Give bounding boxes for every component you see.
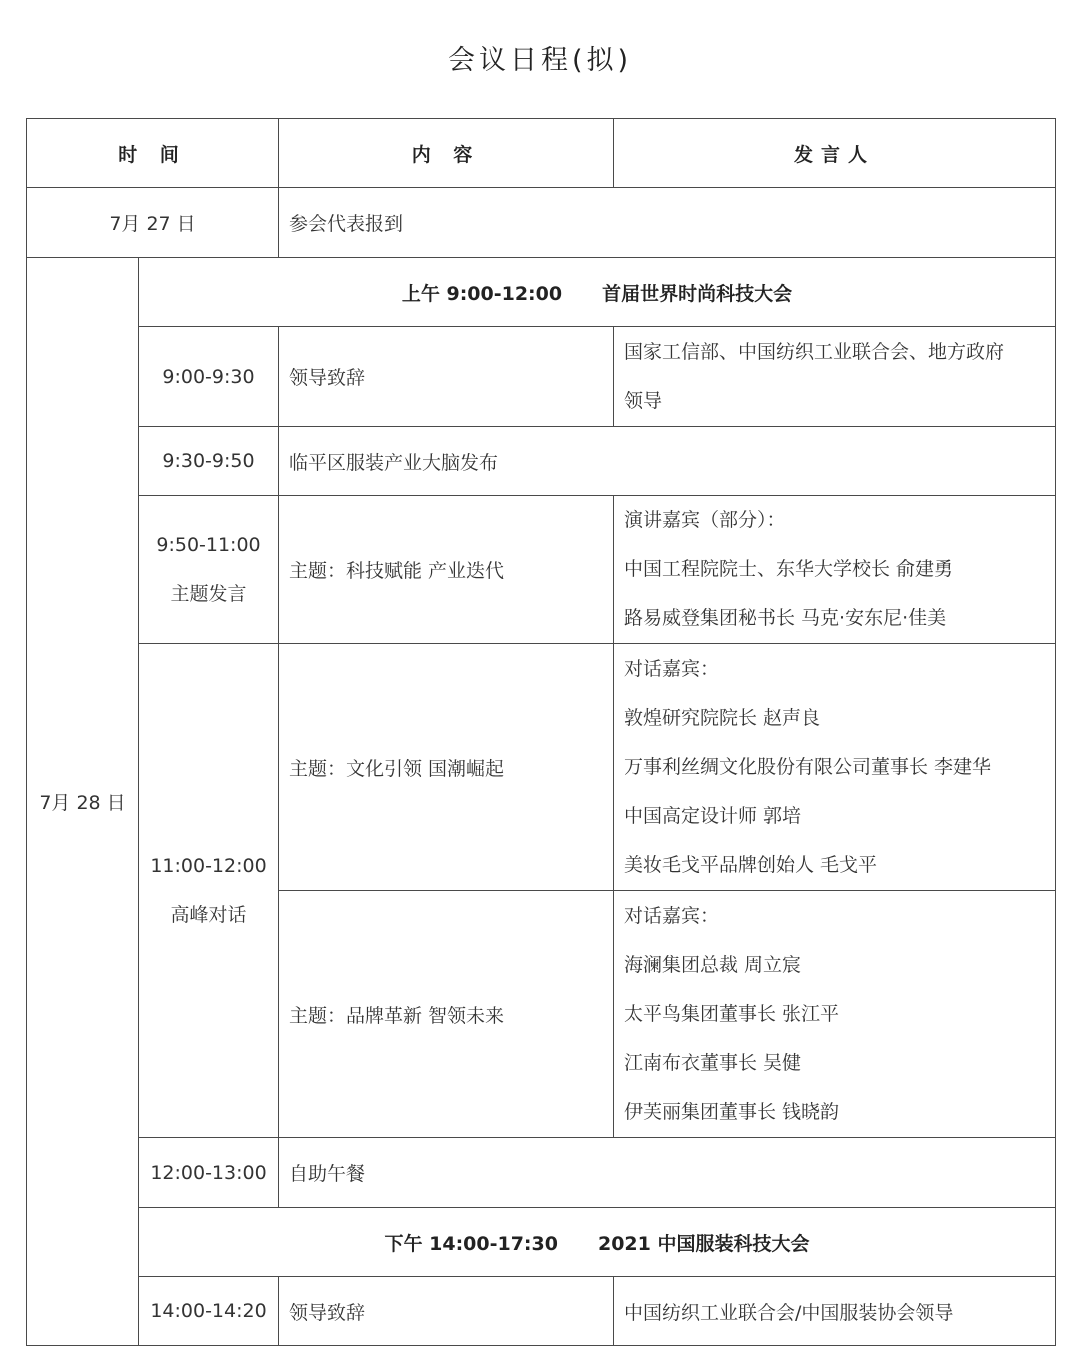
speaker-line: 海澜集团总裁 周立宸 bbox=[624, 953, 802, 976]
table-row bbox=[27, 1138, 1056, 1208]
row-content: 临平区服装产业大脑发布 bbox=[279, 427, 1056, 496]
row-content: 主题：科技赋能 产业迭代 bbox=[279, 496, 614, 644]
morning-section-header bbox=[139, 258, 1056, 327]
afternoon-section-header bbox=[139, 1208, 1056, 1277]
speaker-line: 国家工信部、中国纺织工业联合会、地方政府 bbox=[624, 340, 1005, 363]
header-row bbox=[27, 119, 1056, 188]
day1-content: 参会代表报到 bbox=[279, 188, 1056, 258]
speaker-line: 对话嘉宾： bbox=[624, 657, 720, 680]
page-title: 会议日程(拟) bbox=[447, 45, 633, 76]
row-time-line: 11:00-12:00 bbox=[150, 854, 267, 877]
row-time-line: 9:50-11:00 bbox=[156, 533, 261, 556]
speaker-line: 对话嘉宾： bbox=[624, 904, 720, 927]
speaker-line: 敦煌研究院院长 赵声良 bbox=[624, 706, 821, 729]
dialogue-time bbox=[139, 644, 279, 1138]
row-time-line: 主题发言 bbox=[170, 582, 247, 605]
row-speakers bbox=[614, 891, 1056, 1138]
table-row bbox=[27, 427, 1056, 496]
day1-date: 7月 27 日 bbox=[27, 188, 279, 258]
afternoon-time-label: 下午 14:00-17:30 bbox=[384, 1232, 558, 1255]
speaker-line: 美妆毛戈平品牌创始人 毛戈平 bbox=[624, 853, 878, 876]
row-speakers: 中国纺织工业联合会/中国服装协会领导 bbox=[614, 1277, 1056, 1346]
day2-date: 7月 28 日 bbox=[27, 258, 139, 1346]
table-row bbox=[27, 1277, 1056, 1346]
header-time: 时 间 bbox=[27, 119, 279, 188]
row-speakers bbox=[614, 644, 1056, 891]
row-content: 领导致辞 bbox=[279, 1277, 614, 1346]
row-time: 14:00-14:20 bbox=[139, 1277, 279, 1346]
speaker-line: 演讲嘉宾（部分）： bbox=[624, 509, 786, 531]
row-time-line: 高峰对话 bbox=[170, 903, 247, 926]
afternoon-section-row bbox=[27, 1208, 1056, 1277]
day1-row bbox=[27, 188, 1056, 258]
morning-time-label: 上午 9:00-12:00 bbox=[401, 282, 563, 305]
header-content: 内 容 bbox=[279, 119, 614, 188]
row-content: 主题：文化引领 国潮崛起 bbox=[279, 644, 614, 891]
morning-title: 首届世界时尚科技大会 bbox=[602, 282, 793, 305]
speaker-line: 江南布衣董事长 吴健 bbox=[624, 1051, 802, 1074]
header-speaker: 发言人 bbox=[614, 119, 1056, 188]
row-speakers bbox=[614, 327, 1056, 427]
row-content: 主题：品牌革新 智领未来 bbox=[279, 891, 614, 1138]
table-row bbox=[27, 327, 1056, 427]
speaker-line: 万事利丝绸文化股份有限公司董事长 李建华 bbox=[624, 755, 992, 778]
row-time: 9:30-9:50 bbox=[139, 427, 279, 496]
row-time bbox=[139, 496, 279, 644]
row-time: 12:00-13:00 bbox=[139, 1138, 279, 1208]
table-row bbox=[27, 496, 1056, 644]
speaker-line: 太平鸟集团董事长 张江平 bbox=[624, 1002, 840, 1025]
row-content: 领导致辞 bbox=[279, 327, 614, 427]
row-content: 自助午餐 bbox=[279, 1138, 1056, 1208]
schedule-table bbox=[26, 118, 1056, 1346]
speaker-line: 路易威登集团秘书长 马克·安东尼·佳美 bbox=[624, 607, 947, 629]
speaker-line: 中国高定设计师 郭培 bbox=[624, 804, 802, 827]
speaker-line: 伊芙丽集团董事长 钱晓韵 bbox=[624, 1100, 840, 1123]
row-time: 9:00-9:30 bbox=[139, 327, 279, 427]
table-row bbox=[27, 644, 1056, 891]
row-speakers bbox=[614, 496, 1056, 644]
morning-section-row bbox=[27, 258, 1056, 327]
speaker-line: 领导 bbox=[624, 389, 663, 412]
speaker-line: 中国工程院院士、东华大学校长 俞建勇 bbox=[624, 558, 954, 580]
afternoon-title: 2021 中国服装科技大会 bbox=[597, 1232, 810, 1255]
